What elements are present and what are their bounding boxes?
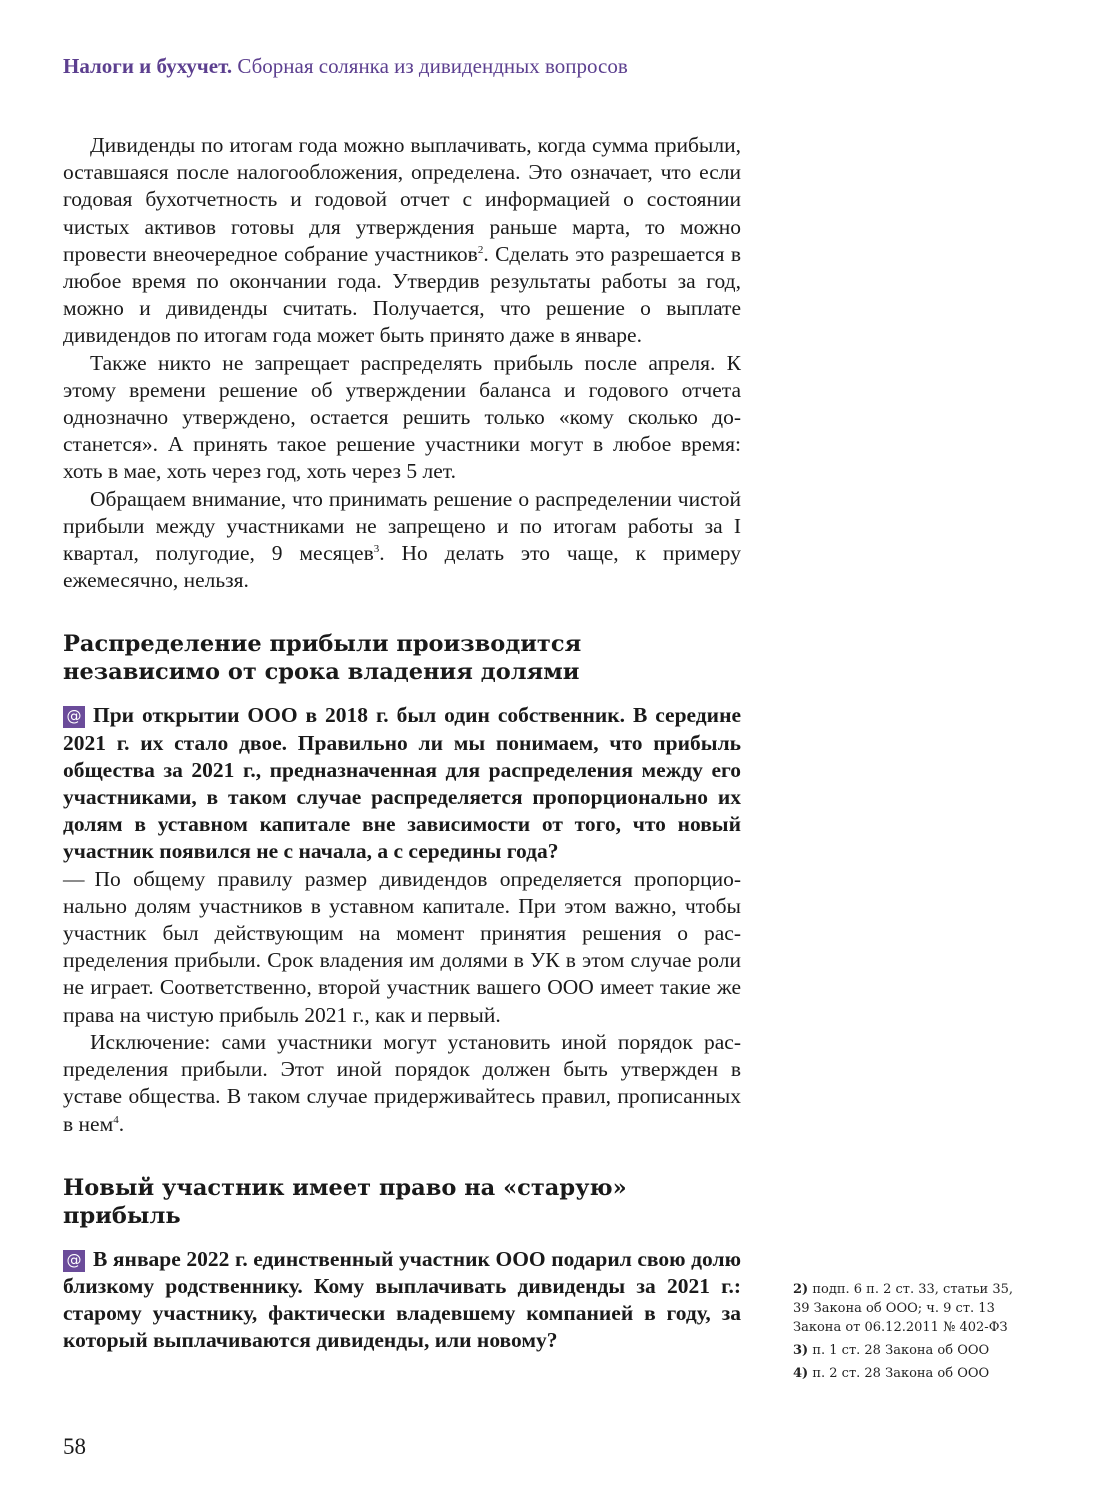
footnote-3: 3) п. 1 ст. 28 Закона об ООО xyxy=(793,1343,990,1358)
page-number: 58 xyxy=(63,1434,86,1459)
section-heading-profit-distribution: Распределение прибыли производится независимо от срока владения долями xyxy=(63,631,582,686)
footnote-4: 4) п. 2 ст. 28 Закона об ООО xyxy=(793,1366,990,1381)
running-head-section: Налоги и бухучет. xyxy=(63,54,233,78)
running-head xyxy=(63,54,628,79)
footnotes xyxy=(793,1280,1033,1387)
exception-paragraph: Исключение: сами участники могут установить иной порядок распределения прибыли. Этот иной порядок должен быть утвержден в уставе общества. В таком случае придерживайтесь правил, прописанных в нем$^4$. xyxy=(63,1029,741,1136)
answer-dash: — xyxy=(63,866,85,891)
main-column xyxy=(63,132,741,1355)
question-1: @ При открытии ООО в 2018 г. был один собственник. В середине 2021 г. их стало двое. Правильно ли мы понимаем, что прибыль общества за 2021 г., предназначенная для распределения между его участниками, в таком случае распределяется пропорционально их долям в уставном капитале вне зависимости от того, что новый участник появился не с начала, а с середины года? xyxy=(63,703,741,864)
running-head-title: Сборная солянка из дивидендных вопросов xyxy=(237,54,628,78)
at-icon: @ xyxy=(63,706,85,728)
at-icon: @ xyxy=(63,1250,85,1272)
section-heading-new-participant: Новый участник имеет право на «старую» прибыль xyxy=(63,1174,627,1229)
body-paragraph-2: Также никто не запрещает распределять прибыль после апреля. К этому времени решение об утверждении баланса и годового отчета однозначно утверждено, остается решить только «кому сколько достанется». А принять такое решение участники могут в любое время: хоть в мае, хоть через год, хоть через 5 лет. xyxy=(63,350,741,484)
footnote-2: 2) подп. 6 п. 2 ст. 33, статьи 35, 39 Закона об ООО; ч. 9 ст. 13 Закона от 06.12.2011 № 402-ФЗ xyxy=(793,1282,1014,1335)
footnote-ref-2[interactable]: 2 xyxy=(477,243,484,256)
body-paragraph-3: Обращаем внимание, что принимать решение о распределении чистой прибыли между участниками не запрещено и по итогам работы за I квартал, полугодие, 9 месяцев$^3$. Но делать это чаще, к примеру ежемесячно, нельзя. xyxy=(63,486,741,593)
footnote-ref-3[interactable]: 3 xyxy=(373,543,380,556)
question-2: @ В январе 2022 г. единственный участник ООО подарил свою долю близкому родственнику. Кому выплачивать дивиденды за 2021 г.: старому участнику, фактически владевшему компанией в году, за который выплачиваются дивиденды, или новому? xyxy=(63,1246,741,1353)
footnote-ref-4[interactable]: 4 xyxy=(113,1113,119,1126)
body-paragraph-1: Дивиденды по итогам года можно выплачивать, когда сумма прибыли, оставшаяся после налогообложения, определена. Это означает, что если годовая бухотчетность и годовой отчет с информацией о состоянии чистых активов готовы для утверждения раньше марта, то можно провести внеочередное собрание участников$^2$. Сделать это разрешается в любое время по окончании года. Утвердив результаты работы за год, можно и дивиденды считать. Получается, что решение о выплате дивидендов по итогам года может быть принято даже в январе. xyxy=(63,133,741,348)
answer-1: — По общему правилу размер дивидендов определяется пропорционально долям участников в уставном капитале. При этом важно, чтобы участник был действующим на момент принятия решения о распределения прибыли. Срок владения им долями в УК в этом случае роли не играет. Соответственно, второй участник вашего ООО имеет такие же права на чистую прибыль 2021 г., как и первый. xyxy=(63,866,741,1027)
